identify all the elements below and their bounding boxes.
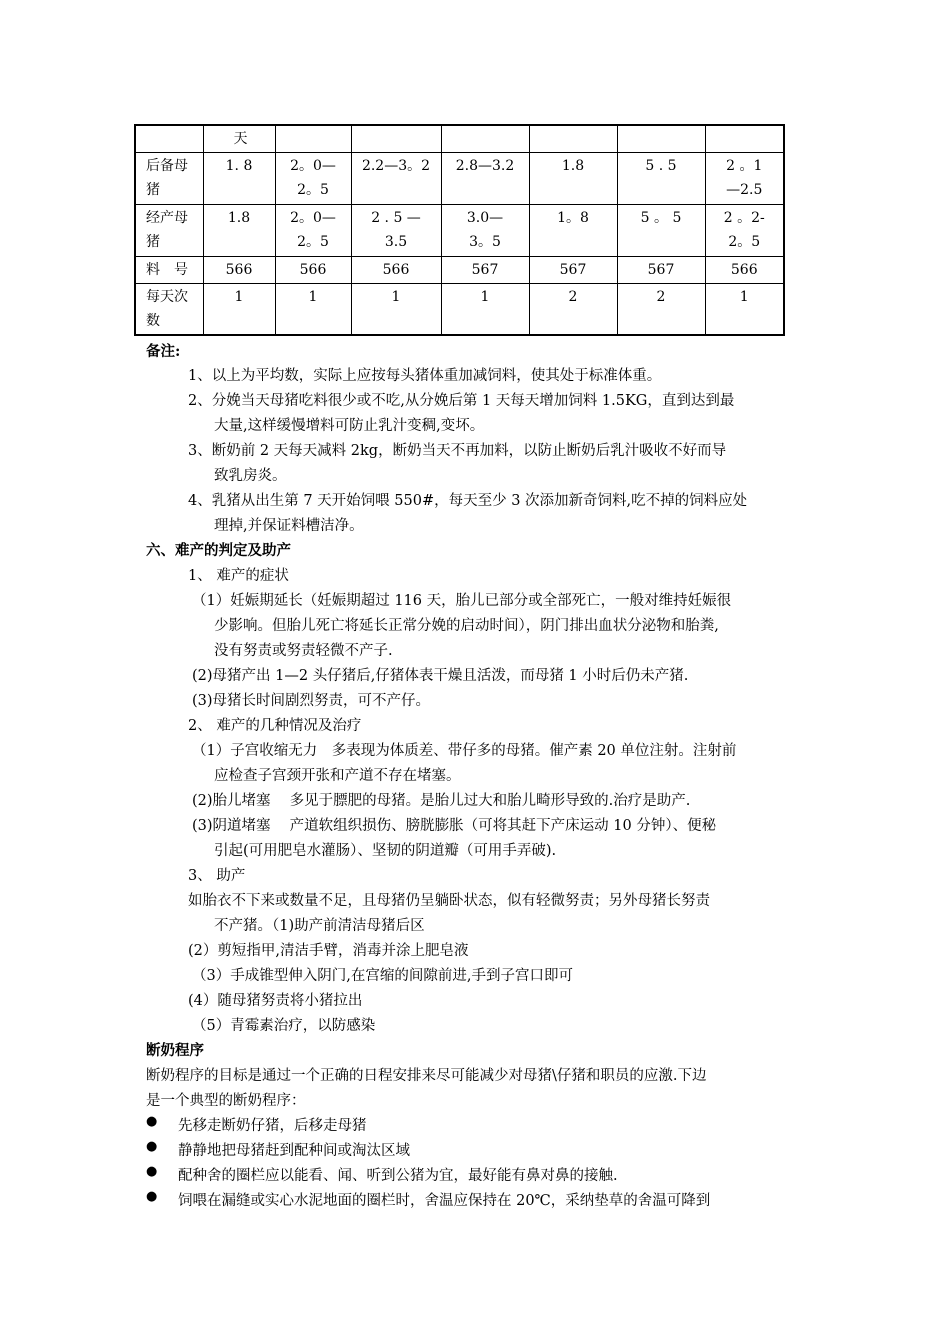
table-cell: 2 [529,284,617,336]
table-cell [275,125,351,153]
subsection-heading: 2、 难产的几种情况及治疗 [188,718,362,734]
bullet-icon: ● [146,1189,158,1204]
table-cell: 567 [617,257,705,284]
table-cell: 2.8—3.2 [441,153,529,205]
table-cell: 2 [617,284,705,336]
paragraph-line: 如胎衣不下来或数量不足，且母猪仍呈躺卧状态，似有轻微努责；另外母猪长努责 [188,893,710,909]
table-cell [617,125,705,153]
paragraph-line: （1）子宫收缩无力 多表现为体质差、带仔多的母猪。催产素 20 单位注射。注射前 [192,743,737,759]
table-cell: 1. 8 [203,153,275,205]
paragraph-line: (3)母猪长时间剧烈努责，可不产仔。 [192,693,431,709]
note-line: 3、断奶前 2 天每天减料 2kg，断奶当天不再加料，以防止断奶后乳汁吸收不好而导 [188,443,727,459]
table-cell: 2 。1 —2.5 [705,153,784,205]
table-row [135,205,784,257]
table-cell: 2 . 5 — 3.5 [351,205,441,257]
table-cell [529,125,617,153]
bullet-item: 静静地把母猪赶到配种间或淘汰区域 [178,1143,410,1159]
table-row [135,257,784,284]
table-cell: 566 [275,257,351,284]
note-line: 大量,这样缓慢增料可防止乳汁变稠,变坏。 [214,418,485,434]
table-cell: 567 [529,257,617,284]
subsection-heading: 3、 助产 [188,868,246,884]
table-cell: 566 [705,257,784,284]
table-cell: 567 [441,257,529,284]
table-cell: 每天次 数 [135,284,203,336]
paragraph-line: (4）随母猪努责将小猪拉出 [188,993,363,1009]
paragraph-line: （3）手成锥型伸入阴门,在宫缩的间隙前进,手到子宫口即可 [192,968,573,984]
paragraph-line: (2）剪短指甲,清洁手臂，消毒并涂上肥皂液 [188,943,469,959]
note-line: 理掉,并保证料槽洁净。 [214,518,364,534]
table-cell: 1 [351,284,441,336]
paragraph-line: 引起(可用肥皂水灌肠）、坚韧的阴道瓣（可用手弄破). [214,843,557,859]
bullet-item: 饲喂在漏缝或实心水泥地面的圈栏时，舍温应保持在 20℃，采纳垫草的舍温可降到 [178,1193,711,1209]
paragraph-line: 应检查子宫颈开张和产道不存在堵塞。 [214,768,461,784]
paragraph-line: 断奶程序的目标是通过一个正确的日程安排来尽可能减少对母猪\仔猪和职员的应激.下边 [146,1068,707,1084]
table-cell: 1 [705,284,784,336]
table-cell [135,125,203,153]
table-row [135,284,784,336]
table-cell [705,125,784,153]
feeding-table [134,124,785,336]
table-cell: 1 [441,284,529,336]
table-cell: 3.0— 3。5 [441,205,529,257]
subsection-heading: 1、 难产的症状 [188,568,289,584]
paragraph-line: （1）妊娠期延长（妊娠期超过 116 天，胎儿已部分或全部死亡，一般对维持妊娠很 [192,593,732,609]
note-line: 2、分娩当天母猪吃料很少或不吃,从分娩后第 1 天每天增加饲料 1.5KG，直到达到最 [188,393,735,409]
paragraph-line: (2)母猪产出 1—2 头仔猪后,仔猪体表干燥且活泼，而母猪 1 小时后仍未产猪. [192,668,689,684]
note-line: 4、乳猪从出生第 7 天开始饲喂 550#，每天至少 3 次添加新奇饲料,吃不掉的饲料应处 [188,493,748,509]
table-cell: 料 号 [135,257,203,284]
table-cell: 2 。2- 2。5 [705,205,784,257]
table-cell: 后备母 猪 [135,153,203,205]
paragraph-line: 不产猪。（1)助产前清洁母猪后区 [214,918,425,934]
paragraph-line: 是一个典型的断奶程序： [146,1093,306,1109]
note-line: 1、以上为平均数，实际上应按每头猪体重加减饲料，使其处于标准体重。 [188,368,662,384]
notes-heading: 备注: [146,343,181,360]
table-cell: 2。0— 2。5 [275,153,351,205]
bullet-icon: ● [146,1114,158,1129]
section-heading: 六、难产的判定及助产 [146,542,291,559]
table-cell: 经产母 猪 [135,205,203,257]
table-cell: 2.2—3。2 [351,153,441,205]
table-cell: 1.8 [203,205,275,257]
table-cell: 566 [203,257,275,284]
table-row [135,153,784,205]
paragraph-line: 没有努责或努责轻微不产子. [214,643,393,659]
table-cell [441,125,529,153]
table-cell: 5 。 5 [617,205,705,257]
bullet-icon: ● [146,1164,158,1179]
table-cell: 1.8 [529,153,617,205]
table-cell: 1 [275,284,351,336]
section-heading: 断奶程序 [146,1042,204,1059]
table-cell: 5 . 5 [617,153,705,205]
bullet-icon: ● [146,1139,158,1154]
table-cell: 566 [351,257,441,284]
table-row [135,125,784,153]
table-cell: 2。0— 2。5 [275,205,351,257]
table-cell: 1 [203,284,275,336]
bullet-item: 先移走断奶仔猪，后移走母猪 [178,1118,367,1134]
note-line: 致乳房炎。 [214,468,287,484]
paragraph-line: 少影响。但胎儿死亡将延长正常分娩的启动时间），阴门排出血状分泌物和胎粪, [214,618,719,634]
paragraph-line: （5）青霉素治疗，以防感染 [192,1018,376,1034]
paragraph-line: (3)阴道堵塞 产道软组织损伤、膀胱膨胀（可将其赶下产床运动 10 分钟）、便秘 [192,818,717,834]
table-cell: 天 [203,125,275,153]
bullet-item: 配种舍的圈栏应以能看、闻、听到公猪为宜，最好能有鼻对鼻的接触. [178,1168,618,1184]
paragraph-line: (2)胎儿堵塞 多见于膘肥的母猪。是胎儿过大和胎儿畸形导致的.治疗是助产. [192,793,691,809]
table-cell: 1。8 [529,205,617,257]
table-cell [351,125,441,153]
